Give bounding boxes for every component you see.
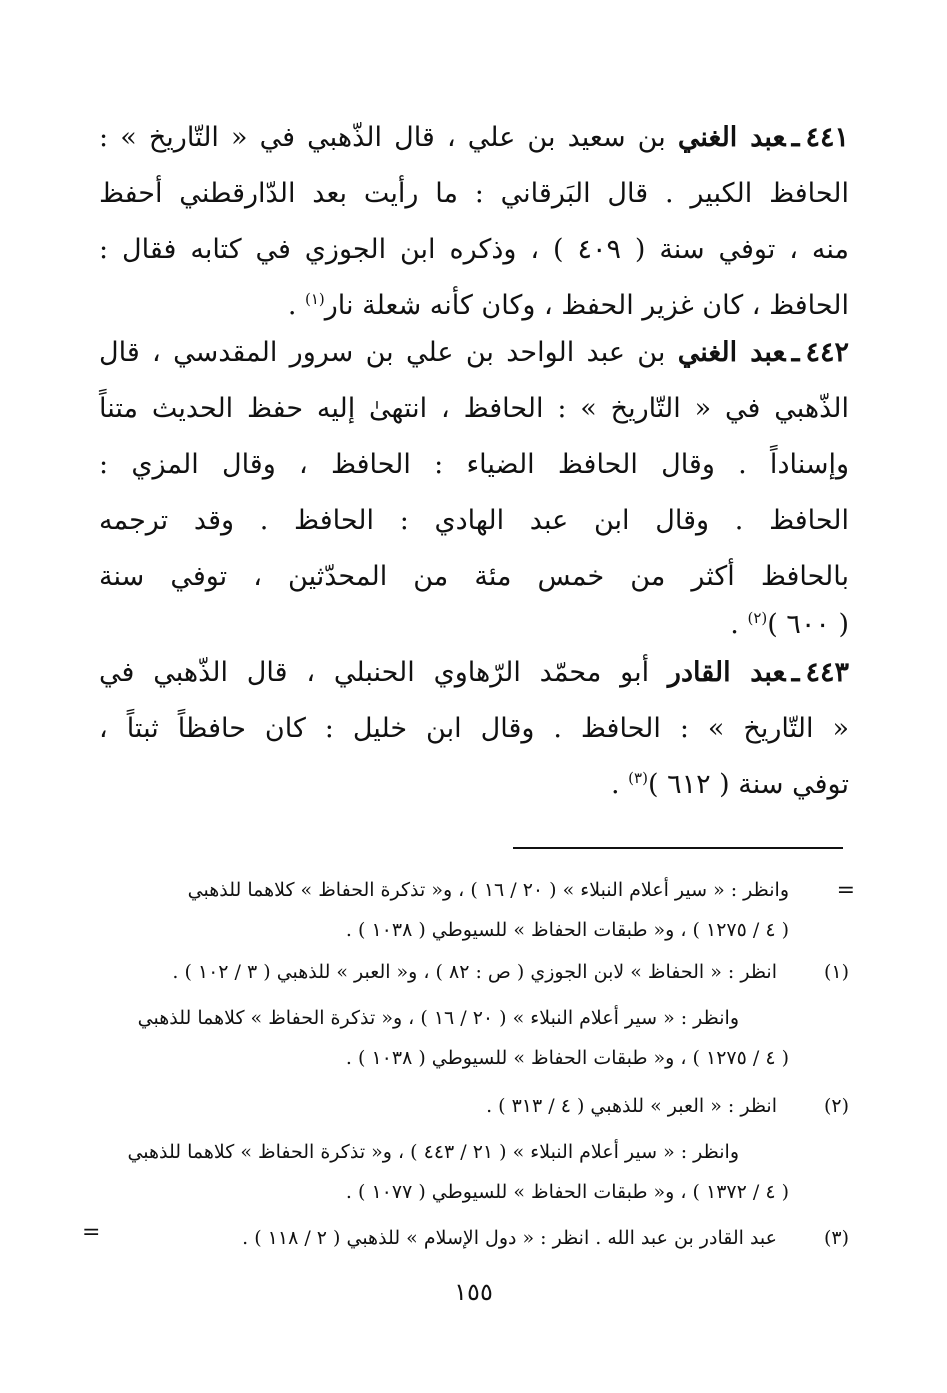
page-number: ١٥٥	[454, 1278, 493, 1306]
entry-name: عبد الغني	[677, 122, 786, 153]
entry-number: ٤٤٣	[805, 657, 849, 688]
footnote-ref: (١)	[304, 290, 325, 308]
entry-443: ٤٤٣ـعبد القادر أبو محمّد الرّهاوي الحنبلي ، قال الذّهبي في « التّاريخ » : الحافظ . وقال ابن خليل : كان حافظاً ثبتاً ، توفي سنة ( ٦١٢ )$^{(٣)}$ .	[99, 657, 849, 800]
footnote-separator	[513, 847, 843, 849]
footnote-ref: (٣)	[628, 769, 648, 787]
entry-441: ٤٤١ـعبد الغني بن سعيد بن علي ، قال الذّهبي في « التّاريخ » : الحافظ الكبير . قال البَرقاني : ما رأيت بعد الدّارقطني أحفظ منه ، توفي سنة ( ٤٠٩ ) ، وذكره ابن الجوزي في كتابه فقال : الحافظ ، كان غزير الحفظ ، وكان كأنه شعلة نار$^{(١)}$ .	[99, 122, 850, 321]
footnote-ref: (٢)	[747, 609, 768, 627]
footnote-marker: (٢)	[823, 1095, 849, 1117]
footnote-marker: (١)	[823, 961, 849, 983]
continuation-marker: =	[836, 878, 855, 903]
footnote-2: (٢) انظر : « العبر » للذهبي ( ٤ / ٣١٣ ) . وانظر : « سير أعلام النبلاء » ( ٢١ / ٤٤٣ ) ، و« تذكرة الحفاظ » كلاهما للذهبي ( ٤ / ١٣٧٢ ) ، و« طبقات الحفاظ » للسيوطي ( ١٠٧٧ ) .	[99, 1086, 849, 1212]
continues-marker: =	[82, 1220, 101, 1245]
footnote-3: (٣) عبد القادر بن عبد الله . انظر : « دول الإسلام » للذهبي ( ٢ / ١١٨ ) .	[99, 1218, 849, 1258]
entry-number: ٤٤٢	[805, 337, 850, 368]
footnote-1: (١) انظر : « الحفاظ » لابن الجوزي ( ص : ٨٢ ) ، و« العبر » للذهبي ( ٣ / ١٠٢ ) . وانظر : « سير أعلام النبلاء » ( ٢٠ / ١٦ ) ، و« تذكرة الحفاظ » كلاهما للذهبي ( ٤ / ١٢٧٥ ) ، و« طبقات الحفاظ » للسيوطي ( ١٠٣٨ ) .	[99, 952, 849, 1078]
entry-name: عبد القادر	[667, 657, 786, 688]
entry-442: ٤٤٢ـعبد الغني بن عبد الواحد بن علي بن سرور المقدسي ، قال الذّهبي في « التّاريخ » : الحافظ ، انتهىٰ إليه حفظ الحديث متناً وإسناداً . وقال الحافظ الضياء : الحافظ ، وقال المزي : الحافظ . وقال ابن عبد الهادي : الحافظ . وقد ترجمه بالحافظ أكثر من خمس مئة من المحدّثين ، توفي سنة ( ٦٠٠ )$^{(٢)}$ .	[99, 337, 850, 640]
footnote-marker: (٣)	[823, 1227, 849, 1249]
footnote-continued: وانظر : « سير أعلام النبلاء » ( ٢٠ / ١٦ ) ، و« تذكرة الحفاظ » كلاهما للذهبي ( ٤ / ١٢٧٥ ) ، و« طبقات الحفاظ » للسيوطي ( ١٠٣٨ ) .	[187, 879, 789, 941]
entry-name: عبد الغني	[677, 337, 786, 368]
entry-number: ٤٤١	[805, 122, 850, 153]
